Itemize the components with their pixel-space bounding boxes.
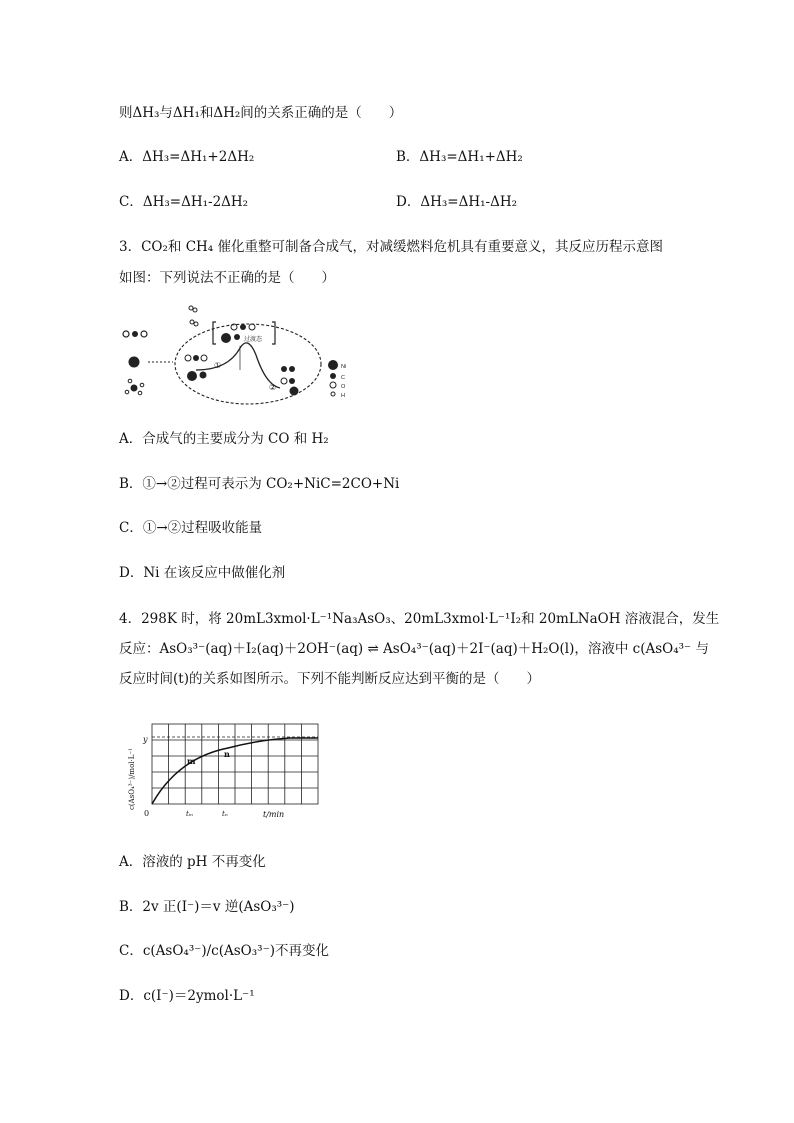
co2-molecule [123,331,147,337]
q4-option-b: B．2v 正(I⁻)＝v 逆(AsO₃³⁻) [119,899,295,915]
q3-stem-line1: 3．CO₂和 CH₄ 催化重整可制备合成气，对减缓燃料危机具有重要意义，其反应历程示意图 [119,239,663,255]
concentration-time-chart [118,718,328,828]
chart-grid [152,724,318,804]
y-axis-label: c(AsO₄³⁻)/mol·L⁻¹ [128,748,136,810]
q4-stem-line2: 反应：AsO₃³⁻(aq)＋I₂(aq)＋2OH⁻(aq) ⇌ AsO₄³⁻(aq)＋2I⁻(aq)＋H₂O(l)，溶液中 c(AsO₄³⁻ 与 [119,641,709,657]
h2-molecule [189,306,198,326]
ts-label: 过渡态 [244,337,263,343]
q2-option-a: A．ΔH₃=ΔH₁+2ΔH₂ [119,149,255,165]
reaction-mechanism-figure [118,300,368,408]
x-axis-label: t/min [263,810,285,819]
q3-option-a: A．合成气的主要成分为 CO 和 H₂ [119,431,329,447]
q2-option-c: C．ΔH₃=ΔH₁-2ΔH₂ [119,194,249,210]
q4-stem-line3: 反应时间(t)的关系如图所示。下列不能判断反应达到平衡的是（ ） [119,671,540,687]
q4-option-c: C．c(AsO₄³⁻)/c(AsO₃³⁻)不再变化 [119,943,329,959]
q3-stem-line2: 如图：下列说法不正确的是（ ） [119,270,335,286]
svg-text:C: C [341,375,345,381]
q2-option-b: B．ΔH₃=ΔH₁+ΔH₂ [396,149,523,165]
state-1-mark: ① [214,361,222,370]
tick-tm-label: tₘ [186,810,194,818]
tick-tn-label: tₙ [222,810,228,818]
q2-option-d: D．ΔH₃=ΔH₁-ΔH₂ [396,194,517,210]
q3-option-b: B．①→②过程可表示为 CO₂+NiC=2CO+Ni [119,476,400,492]
y-mark-label: y [143,735,148,744]
atom-legend [328,360,346,399]
q2-stem: 则ΔH₃与ΔH₁和ΔH₂间的关系正确的是（ ） [119,105,403,121]
q3-option-d: D．Ni 在该反应中做催化剂 [119,565,286,581]
catalyst-ellipse [175,324,321,404]
point-n-label: n [224,749,230,759]
origin-label: 0 [144,809,150,818]
state-2-mark: ② [269,383,277,392]
q4-option-d: D．c(I⁻)＝2ymol·L⁻¹ [119,988,255,1004]
svg-text:O: O [341,384,346,390]
ch4-molecule [125,379,144,395]
q4-option-a: A．溶液的 pH 不再变化 [119,854,266,870]
q3-option-c: C．①→②过程吸收能量 [119,520,263,536]
q4-stem-line1: 4．298K 时，将 20mL3xmol·L⁻¹Na₃AsO₃、20mL3xmol·L⁻¹I₂和 20mLNaOH 溶液混合，发生 [119,611,720,627]
ni-atom [129,357,140,368]
energy-curve [196,343,280,388]
point-m-label: m [187,756,196,766]
svg-text:Ni: Ni [341,364,347,370]
svg-text:H: H [341,393,345,399]
